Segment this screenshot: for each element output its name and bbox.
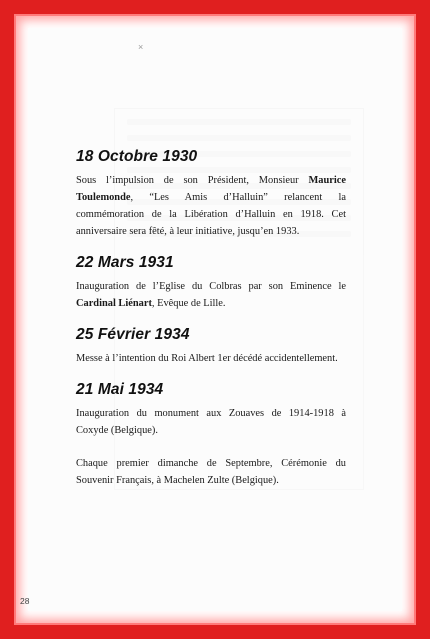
entry-text: Inauguration du monument aux Zouaves de 1914-1918 à Coxyde (Belgique). <box>76 408 346 436</box>
entry-text: Inauguration de l’Eglise du Colbras par son Eminence le Cardinal Liénart, Evêque de Lille. <box>76 281 346 309</box>
entry-date: 22 Mars 1931 <box>76 254 174 271</box>
entry-date: 18 Octobre 1930 <box>76 148 198 165</box>
entry-text: Messe à l’intention du Roi Albert 1er décédé accidentellement. <box>76 353 338 364</box>
bold-name: Cardinal Liénart <box>76 298 152 309</box>
entry-date: 25 Février 1934 <box>76 326 190 343</box>
closing-paragraph: Chaque premier dimanche de Septembre, Cérémonie du Souvenir Français, à Machelen Zulte (Belgique). <box>76 458 346 486</box>
scan-mark: × <box>138 42 144 52</box>
entry-1931 <box>76 254 346 312</box>
page-number: 28 <box>20 596 30 606</box>
entry-text: Sous l’impulsion de son Président, Monsieur Maurice Toulemonde, “Les Amis d’Halluin” relancent la commémoration de la Libération d’Halluin en 1918. Cet anniversaire sera fêté, à leur initiative, jusqu’en 1933. <box>76 175 346 237</box>
entry-1930 <box>76 148 346 240</box>
document-content <box>76 148 346 503</box>
entry-1934-fevrier <box>76 326 346 367</box>
bold-name: Maurice Toulemonde <box>76 175 346 203</box>
entry-1934-mai <box>76 381 346 489</box>
entry-date: 21 Mai 1934 <box>76 381 164 398</box>
